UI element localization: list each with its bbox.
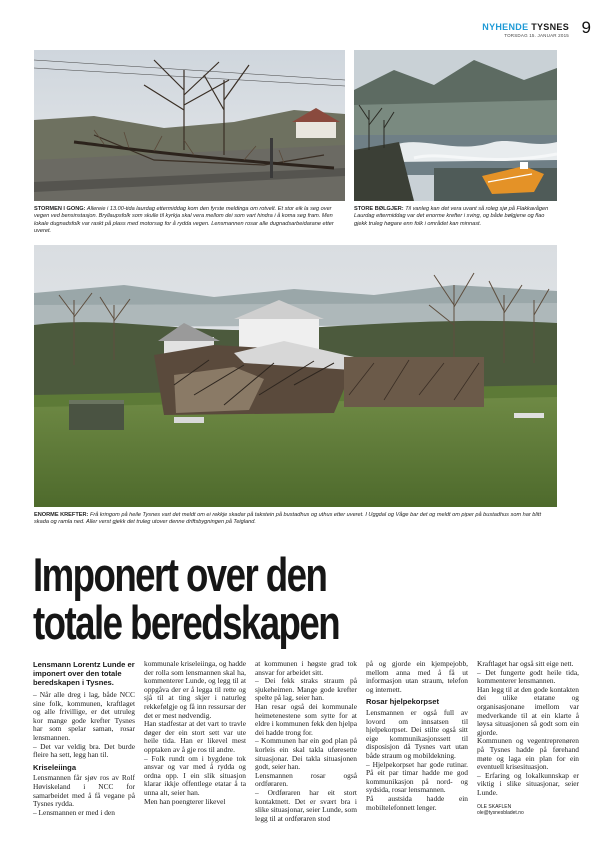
article-body xyxy=(33,660,579,830)
section-name-nyhende: NYHENDE xyxy=(482,22,529,32)
article-column-5 xyxy=(477,660,579,816)
paragraph: Lensmannen er også full av lovord om innsatsen til hjelpekorpset. Dei stilte også sitt eige kommunikasjonssett til disposisjon då Tysnes vart utan både straum og mobildekning. xyxy=(366,707,468,760)
paragraph: Lensmannen får sjøv ros av Rolf Høviskeland i NCC for samarbeidet med å få vegane på Tysnes rydda. xyxy=(33,773,135,809)
photo-waves xyxy=(354,50,557,201)
photo-fallen-tree xyxy=(34,50,345,201)
paragraph: – Det fungerte godt heile tida, kommenterer lensmannen. xyxy=(477,667,579,686)
byline xyxy=(477,804,579,816)
paragraph: – Ordføraren har eit stort kontaktnett. Det er svært bra i slike situasjonar, seier Lunde, som legg til at ordføraren stod xyxy=(255,787,357,823)
caption-body: Frå kringom på heile Tysnes vart det meldt om ei rekkje skadar på takstein på bustadhus og uthus etter uveret. I Uggdal og Våge bar det og meldt om piper på bustadhus som har blitt skada og ramla ned. Aller verst gjekk det truleg utover denne driftsbygningen på Teigland. xyxy=(34,512,542,526)
paragraph: – Kommunen har ein god plan på korleis ein skal takla uføresette situasjonar. Dei takla situasjonen godt, seier han. xyxy=(255,736,357,772)
headline-line-2: totale beredskapen xyxy=(33,596,340,649)
paragraph: at kommunen i høgste grad tok ansvar for arbeidet sitt. xyxy=(255,659,357,677)
byline-name: OLE SKAFLEN xyxy=(477,803,512,810)
paragraph: – Dei fekk straks straum på sjukeheimen. Mange gode krefter spelte på lag, seier han. xyxy=(255,676,357,703)
caption-body: Allereie i 13.00-tida laurdag ettermiddag kom den fyrste meldinga om rotvelt. Et stor eik la seg over vegen ved bensinstasjon. Bryllaupsfolk som skulle til kyrkja skal vera mellom dei som vart hindra i å koma seg fram. Men lokale dugnadsfolk var raskt på plass med motorsag for å rydda vegen. Lensmannen rosar alle dugnadsarbeidarane etter uveret. xyxy=(34,206,334,235)
photo-waves-image xyxy=(354,50,557,201)
paragraph: Men han poengterer likevel xyxy=(144,796,226,806)
caption-body: Til vanleg kan det vera uvant så roleg sjø på Flakkavågen Laurdag ettermiddag var det enorme krefter i sving, og både bølgjene og flao gjekk truleg høgare enn folk i området kan minnast. xyxy=(354,206,549,227)
issue-date: TORSDAG 15. JANUAR 2015 xyxy=(504,33,569,38)
paragraph: – Erfaring og lokalkunnskap er viktig i slike situasjonar, seier Lunde. xyxy=(477,770,579,797)
paragraph: – Det var veldig bra. Det burde fleire ha sett, legg han til. xyxy=(33,741,135,760)
subheading-rosar-hjelpekorpset: Rosar hjelpekorpset xyxy=(366,697,440,707)
paragraph: – Folk rundt om i bygdene tok ansvar og var med å rydda og ordna opp. I ein slik situasjon klarar ikkje offentlege etatar å ta unna alt, seier han. xyxy=(144,753,246,797)
paragraph: – Lensmannen er med i den xyxy=(33,807,115,817)
section-name-tysnes: TYSNES xyxy=(531,22,569,32)
section-label xyxy=(482,22,569,32)
caption-fallen-tree xyxy=(34,206,345,236)
paragraph: Han legg til at den gode kontakten dei ulike etatane og organisasjonane imellom var medverkande til at ein klarte å løysa situasjonen så godt som ein gjorde. xyxy=(477,684,579,737)
headline-line-1: Imponert over den xyxy=(33,548,327,601)
caption-destroyed-building xyxy=(34,512,557,527)
page-number: 9 xyxy=(581,18,591,37)
paragraph: – Hjelpekorpset har gode rutinar. På eit par timar hadde me god kommunikasjon på nord- og sydsida, rosar lensmannen. xyxy=(366,759,468,795)
paragraph: Han stadfestar at det vart to travle døger der ein stort sett var ute heile tida. Han er likevel mest opptaken av å gje ros til andre. xyxy=(144,719,246,754)
article-column-1 xyxy=(33,660,135,817)
caption-lead: ENORME KREFTER: xyxy=(34,512,89,518)
photo-fallen-tree-image xyxy=(34,50,345,201)
paragraph: Han resar også dei kommunale heimetenestene som sytte for at eldre i kommunen fekk den hjelpa dei hadde trong for. xyxy=(255,701,357,737)
caption-waves xyxy=(354,206,558,228)
paragraph: på og gjorde ein kjempejobb, mellom anna med å få ut informasjon utan straum, telefon og internett. xyxy=(366,659,468,694)
byline-email: ole@tysnesbladet.no xyxy=(477,809,524,816)
paragraph: På austsida hadde ein mobiltelefonnett lenger. xyxy=(366,793,468,812)
caption-lead: STORMEN I GONG: xyxy=(34,206,86,212)
article-column-4 xyxy=(366,660,468,812)
paragraph: Kommunen og vegentreprenøren på Tysnes hadde på førehand møte og laga ein plan for ein eventuell krisesituasjon. xyxy=(477,736,579,772)
caption-lead: STORE BØLGJER: xyxy=(354,206,404,212)
paragraph: Lensmannen rosar også ordføraren. xyxy=(255,770,357,789)
subheading-kriseleiinga: Kriseleiinga xyxy=(33,762,77,772)
paragraph: kommunale kriseleiinga, og hadde der rolla som lensmannen skal ha, kommenterer Lunde, og legg til at oppgåva der er å legga til rette og sjå til at ting skjer i naturleg rekkefølgje og få inn ressursar der det er mest nødvendig. xyxy=(144,659,246,720)
paragraph: Kraftlaget har også sitt eige nett. xyxy=(477,659,574,668)
article-column-3 xyxy=(255,660,357,823)
article-lead: Lensmann Lorentz Lunde er imponert over den totale beredskapen i Tysnes. xyxy=(33,660,135,687)
photo-destroyed-building xyxy=(34,245,557,507)
article-column-2 xyxy=(144,660,246,806)
page-header xyxy=(291,18,591,46)
paragraph: – Når alle dreg i lag, både NCC sine folk, kommunen, kraftlaget og alle frivillige, er det utruleg kor mange gode krefter Tysnes har som spelar saman, rosar lensmannen. xyxy=(33,690,135,742)
article-headline xyxy=(33,548,579,649)
photo-destroyed-building-image xyxy=(34,245,557,507)
